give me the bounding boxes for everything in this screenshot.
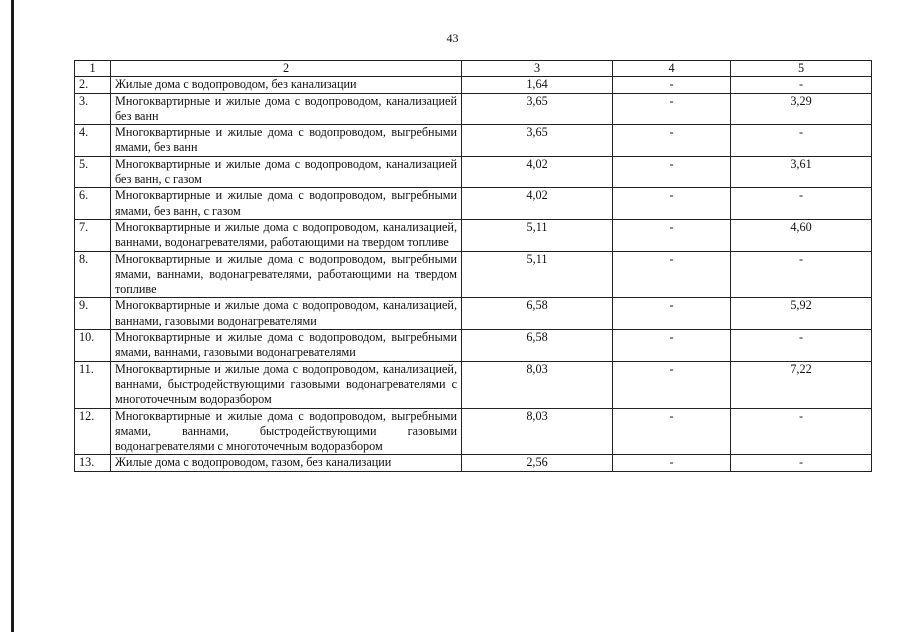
table-row	[75, 251, 872, 298]
row-number: 7.	[75, 219, 111, 251]
row-value-col4: -	[613, 330, 731, 362]
row-description: Многоквартирные и жилые дома с водопроводом, канализацией, ваннами, водонагревателями, работающими на твердом топливе	[111, 219, 462, 251]
table-row	[75, 188, 872, 220]
row-description: Жилые дома с водопроводом, без канализации	[111, 77, 462, 93]
row-value-col4: -	[613, 188, 731, 220]
row-number: 2.	[75, 77, 111, 93]
row-value-col4: -	[613, 298, 731, 330]
row-value-col4: -	[613, 455, 731, 471]
column-header: 3	[462, 61, 613, 77]
row-value-col4: -	[613, 251, 731, 298]
row-number: 11.	[75, 361, 111, 408]
row-description: Многоквартирные и жилые дома с водопроводом, канализацией без ванн	[111, 93, 462, 125]
table-row	[75, 219, 872, 251]
row-description: Многоквартирные и жилые дома с водопроводом, канализацией, ваннами, быстродействующими газовыми водонагревателями с многоточечным водоразбором	[111, 361, 462, 408]
table-body	[75, 77, 872, 471]
table-row	[75, 156, 872, 188]
row-value-col4: -	[613, 125, 731, 157]
row-value-col3: 3,65	[462, 93, 613, 125]
row-description: Многоквартирные и жилые дома с водопроводом, канализацией без ванн, с газом	[111, 156, 462, 188]
row-value-col5: 3,29	[731, 93, 872, 125]
row-value-col3: 5,11	[462, 251, 613, 298]
row-value-col5: -	[731, 125, 872, 157]
header-row	[75, 61, 872, 77]
table-row	[75, 93, 872, 125]
row-value-col3: 4,02	[462, 188, 613, 220]
row-value-col5: -	[731, 77, 872, 93]
table-row	[75, 455, 872, 471]
row-description: Многоквартирные и жилые дома с водопроводом, выгребными ямами, ваннами, быстродействующими газовыми водонагревателями с многоточечным водоразбором	[111, 408, 462, 455]
row-value-col5: -	[731, 455, 872, 471]
row-value-col5: 7,22	[731, 361, 872, 408]
column-header: 5	[731, 61, 872, 77]
row-value-col5: -	[731, 251, 872, 298]
page-number: 43	[446, 31, 459, 45]
row-number: 3.	[75, 93, 111, 125]
table-row	[75, 330, 872, 362]
row-value-col5: -	[731, 330, 872, 362]
row-value-col3: 5,11	[462, 219, 613, 251]
norms-table	[74, 60, 872, 472]
row-value-col3: 1,64	[462, 77, 613, 93]
row-value-col5: 4,60	[731, 219, 872, 251]
row-value-col3: 6,58	[462, 298, 613, 330]
row-value-col5: 3,61	[731, 156, 872, 188]
row-value-col4: -	[613, 361, 731, 408]
row-value-col5: -	[731, 408, 872, 455]
column-header: 2	[111, 61, 462, 77]
row-description: Многоквартирные и жилые дома с водопроводом, выгребными ямами, ваннами, водонагревателями, работающими на твердом топливе	[111, 251, 462, 298]
table-row	[75, 408, 872, 455]
row-description: Многоквартирные и жилые дома с водопроводом, выгребными ямами, без ванн	[111, 125, 462, 157]
row-value-col3: 4,02	[462, 156, 613, 188]
row-number: 6.	[75, 188, 111, 220]
row-value-col4: -	[613, 156, 731, 188]
row-value-col3: 3,65	[462, 125, 613, 157]
row-number: 4.	[75, 125, 111, 157]
row-value-col3: 6,58	[462, 330, 613, 362]
table-row	[75, 361, 872, 408]
row-value-col5: 5,92	[731, 298, 872, 330]
row-number: 13.	[75, 455, 111, 471]
row-number: 10.	[75, 330, 111, 362]
table-row	[75, 125, 872, 157]
row-number: 5.	[75, 156, 111, 188]
row-value-col3: 8,03	[462, 408, 613, 455]
table-row	[75, 77, 872, 93]
row-description: Жилые дома с водопроводом, газом, без канализации	[111, 455, 462, 471]
table-row	[75, 298, 872, 330]
row-value-col4: -	[613, 93, 731, 125]
row-description: Многоквартирные и жилые дома с водопроводом, выгребными ямами, без ванн, с газом	[111, 188, 462, 220]
row-value-col4: -	[613, 219, 731, 251]
page-left-border	[11, 0, 14, 632]
row-description: Многоквартирные и жилые дома с водопроводом, выгребными ямами, ваннами, газовыми водонагревателями	[111, 330, 462, 362]
row-value-col5: -	[731, 188, 872, 220]
column-header: 4	[613, 61, 731, 77]
row-description: Многоквартирные и жилые дома с водопроводом, канализацией, ваннами, газовыми водонагревателями	[111, 298, 462, 330]
column-header: 1	[75, 61, 111, 77]
row-value-col4: -	[613, 408, 731, 455]
row-number: 8.	[75, 251, 111, 298]
row-value-col3: 8,03	[462, 361, 613, 408]
row-number: 9.	[75, 298, 111, 330]
row-value-col3: 2,56	[462, 455, 613, 471]
row-value-col4: -	[613, 77, 731, 93]
row-number: 12.	[75, 408, 111, 455]
